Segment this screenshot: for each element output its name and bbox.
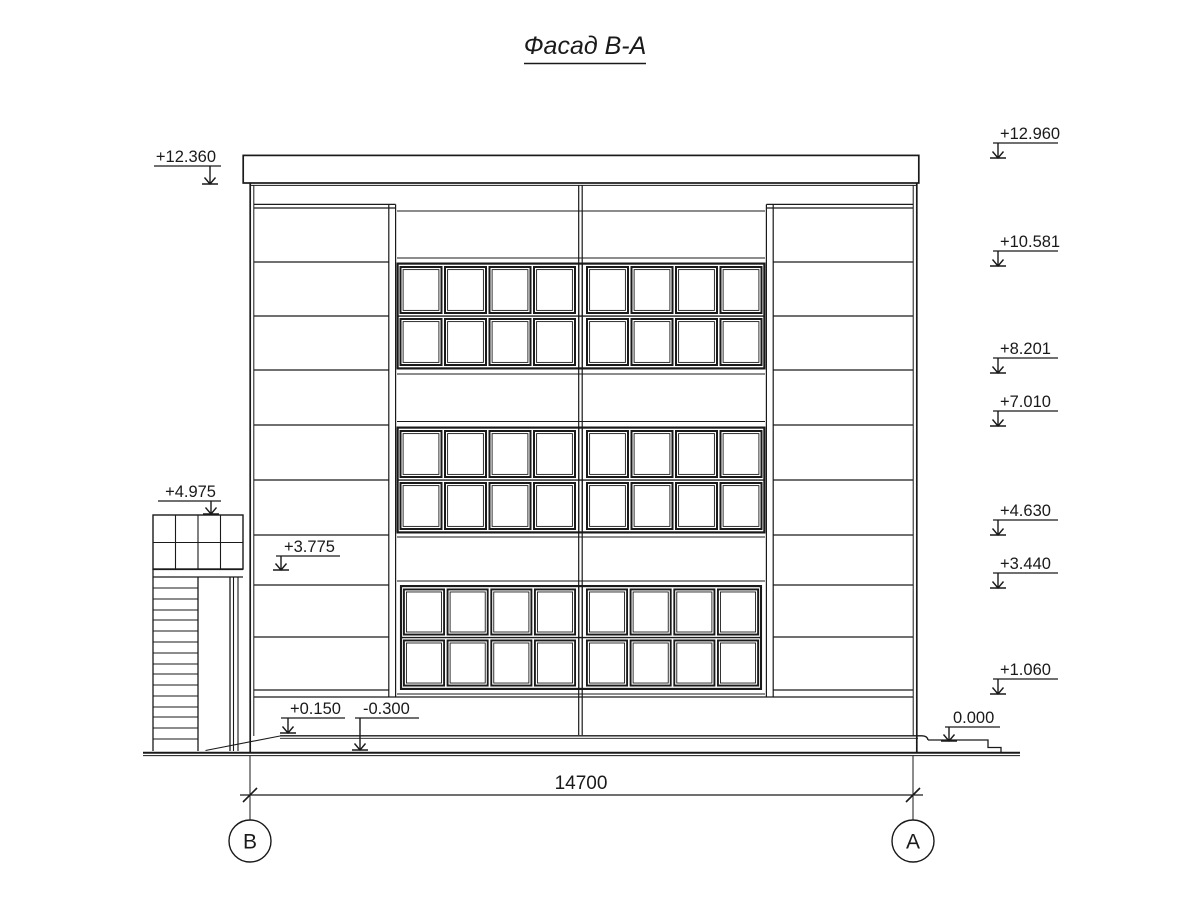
left-pilaster (389, 204, 396, 697)
mark-arrow (202, 166, 218, 184)
elevation-mark-0-000 (941, 709, 1000, 741)
elevation-label: +7.010 (1000, 393, 1051, 411)
mark-arrow (203, 501, 219, 514)
elevation-label: +4.630 (1000, 502, 1051, 520)
elevation-label: +8.201 (1000, 340, 1051, 358)
drawing-title: Фасад В-А (523, 32, 647, 60)
elevation-mark-4-975 (158, 483, 221, 514)
left-strip-band-lines (254, 262, 389, 690)
right-pilaster-cap (766, 204, 913, 208)
mark-arrow (990, 573, 1006, 588)
elevation-mark-12-360 (154, 148, 221, 184)
window-band-3 (401, 586, 761, 689)
elevation-label: +3.440 (1000, 555, 1051, 573)
axis-label: А (905, 830, 921, 854)
stair-door (198, 577, 230, 751)
window-band-2 (398, 428, 765, 533)
elevation-label: +1.060 (1000, 661, 1051, 679)
elevation-label: +12.360 (155, 148, 216, 166)
entrance-ramp-wedge (206, 736, 281, 751)
axis-label: В (242, 830, 258, 854)
axis-bubble-v (229, 820, 271, 862)
elevation-label: +12.960 (1000, 125, 1061, 143)
window-band-1 (398, 264, 765, 369)
stair-glazing-mullions (153, 515, 243, 569)
mark-arrow (352, 718, 368, 750)
parapet (243, 155, 919, 183)
mark-arrow (273, 556, 289, 570)
right-pilaster (766, 204, 773, 697)
elevation-label: 0.000 (953, 709, 995, 727)
elevation-label: -0.300 (363, 700, 410, 718)
elevation-mark-1-060 (990, 661, 1058, 694)
right-strip-band-lines (773, 262, 913, 690)
stair-door-frame (234, 577, 239, 751)
dimension-value: 14700 (554, 773, 608, 794)
stair-treads (153, 588, 198, 739)
elevation-label: +0.150 (290, 700, 341, 718)
stair-landing-band (153, 570, 243, 578)
mark-arrow (990, 251, 1006, 266)
dimension-14700 (240, 756, 923, 820)
mark-arrow (990, 143, 1006, 158)
right-entrance-steps (928, 740, 1001, 753)
mark-arrow (990, 411, 1006, 426)
central-bay-spandrel-lines (397, 211, 765, 694)
elevation-mark-12-960 (990, 125, 1060, 158)
mark-arrow (941, 727, 957, 741)
elevation-label: +10.581 (1000, 233, 1061, 251)
elevation-mark-3-440 (990, 555, 1058, 588)
elevation-mark-10-581 (990, 233, 1060, 266)
elevation-label: +3.775 (284, 538, 335, 556)
elevation-mark-7-010 (990, 393, 1058, 426)
elevation-mark-0-150 (280, 700, 345, 733)
left-pilaster-cap (254, 204, 396, 208)
axis-bubble-a (892, 820, 934, 862)
elevation-mark-minus-0-300 (352, 700, 419, 750)
mark-arrow (990, 358, 1006, 373)
elevation-label: +4.975 (165, 483, 216, 501)
mark-arrow (990, 520, 1006, 535)
elevation-mark-3-775 (273, 538, 340, 570)
mark-arrow (280, 718, 296, 733)
elevation-mark-4-630 (990, 502, 1058, 535)
mark-arrow (990, 679, 1006, 694)
elevation-mark-8-201 (990, 340, 1058, 373)
